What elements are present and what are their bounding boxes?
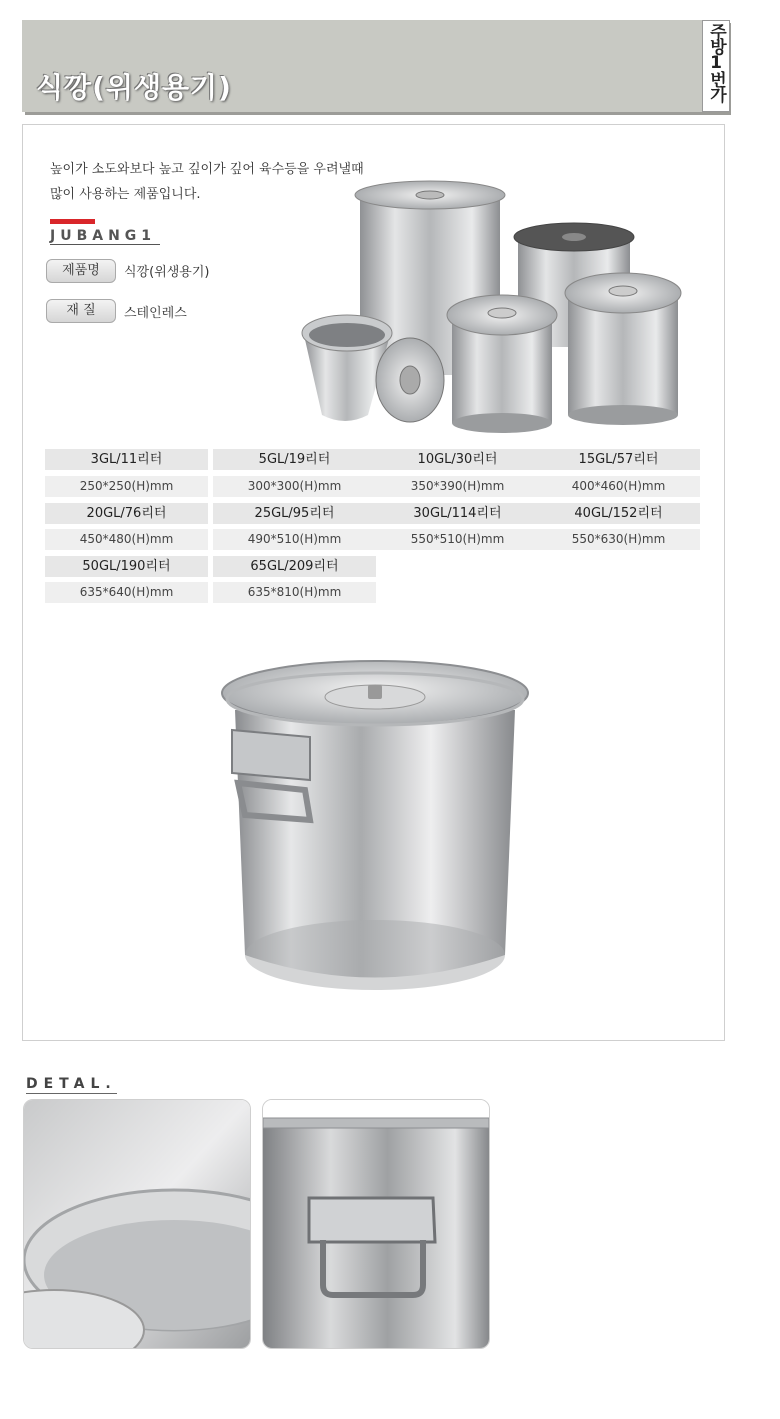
size-capacity: 50GL/190리터: [45, 556, 208, 577]
brand-vertical-text: 주방1번가: [706, 23, 726, 101]
size-capacity: 5GL/19리터: [213, 449, 376, 470]
size-grid: [45, 449, 700, 609]
size-capacity: 40GL/152리터: [537, 503, 700, 524]
product-name-label: 제품명: [46, 259, 116, 283]
material-value: 스테인레스: [124, 306, 187, 321]
brand-tag: [702, 20, 730, 112]
brand-name: JUBANG1: [50, 228, 160, 245]
size-dimension: 550*510(H)mm: [376, 529, 539, 550]
detail-interior-image: [23, 1099, 251, 1349]
size-capacity: 25GL/95리터: [213, 503, 376, 524]
size-dimension: 300*300(H)mm: [213, 476, 376, 497]
size-capacity: 20GL/76리터: [45, 503, 208, 524]
product-name-value: 식깡(위생용기): [124, 265, 210, 280]
size-capacity: 3GL/11리터: [45, 449, 208, 470]
detail-handle-image: [262, 1099, 490, 1349]
size-capacity: 15GL/57리터: [537, 449, 700, 470]
description-line-2: 많이 사용하는 제품입니다.: [50, 187, 201, 202]
size-capacity: 65GL/209리터: [213, 556, 376, 577]
size-dimension: 550*630(H)mm: [537, 529, 700, 550]
brand-accent-bar: [50, 219, 95, 224]
size-capacity: 30GL/114리터: [376, 503, 539, 524]
size-dimension: 635*810(H)mm: [213, 582, 376, 603]
size-dimension: 450*480(H)mm: [45, 529, 208, 550]
page-title: 식깡(위생용기): [36, 71, 232, 104]
size-dimension: 400*460(H)mm: [537, 476, 700, 497]
size-capacity: 10GL/30리터: [376, 449, 539, 470]
material-label: 재 질: [46, 299, 116, 323]
size-dimension: 250*250(H)mm: [45, 476, 208, 497]
pot-group-image: [300, 175, 700, 440]
size-dimension: 635*640(H)mm: [45, 582, 208, 603]
size-dimension: 350*390(H)mm: [376, 476, 539, 497]
main-pot-image: [210, 655, 540, 1000]
size-dimension: 490*510(H)mm: [213, 529, 376, 550]
detail-heading: DETAL.: [26, 1076, 117, 1092]
description-line-1: 높이가 소도와보다 높고 깊이가 깊어 육수등을 우려낼때: [50, 162, 364, 177]
header-banner: [22, 20, 728, 112]
